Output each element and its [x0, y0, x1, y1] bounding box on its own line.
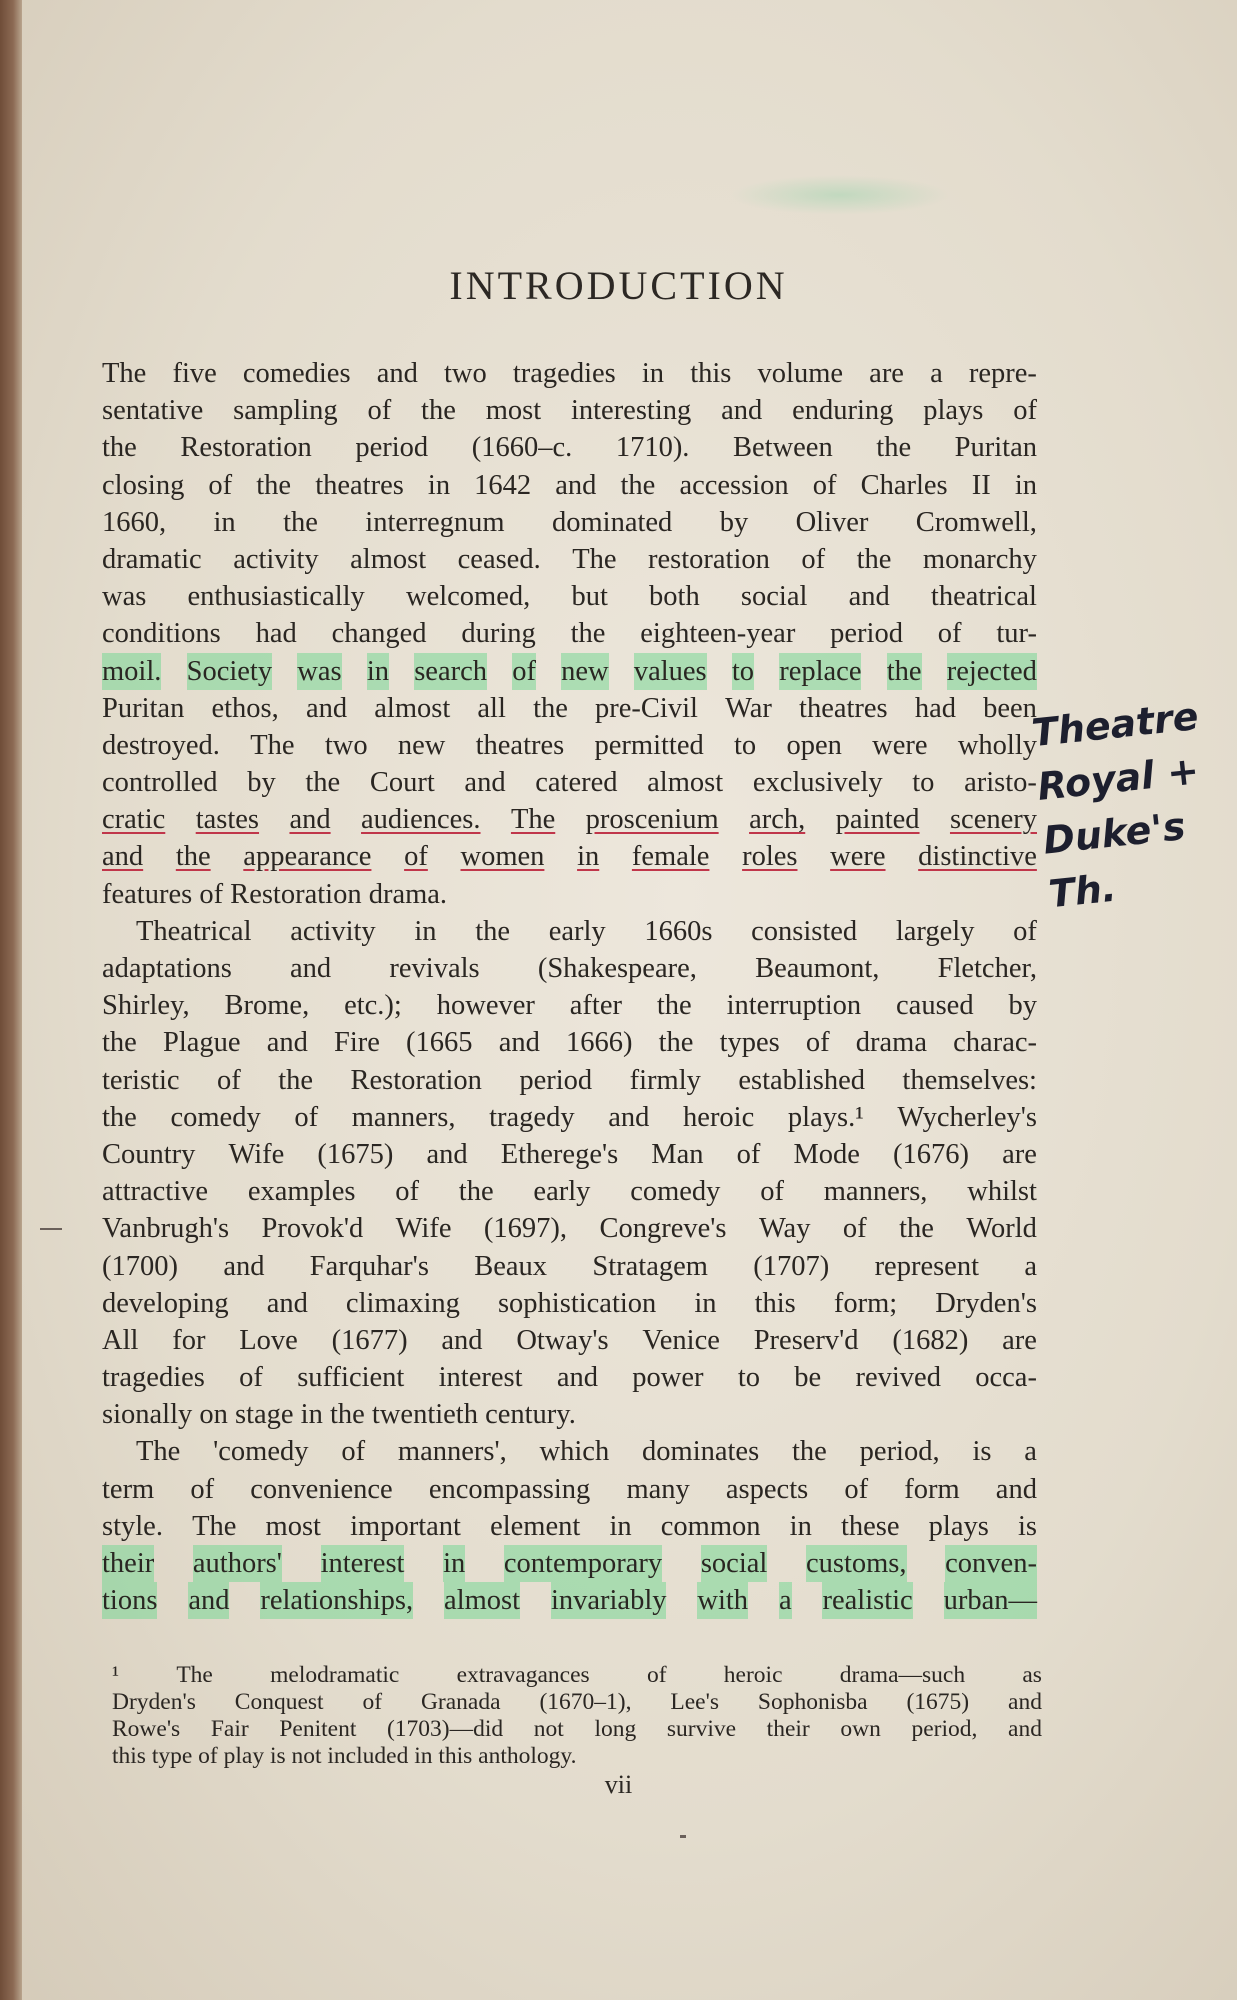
text-line: sionally on stage in the twentieth century. — [102, 1399, 576, 1431]
page-number: vii — [604, 1770, 633, 1799]
text-line: the Plague and Fire (1665 and 1666) the types of drama charac- — [102, 1027, 1037, 1059]
text-line: developing and climaxing sophistication in this form; Dryden's — [102, 1287, 1037, 1319]
text-line: conditions had changed during the eighteen-year period of tur- — [102, 618, 1037, 650]
text-line: controlled by the Court and catered almost exclusively to aristo- — [102, 767, 1037, 799]
text-line: (1700) and Farquhar's Beaux Stratagem (1707) represent a — [102, 1250, 1037, 1282]
footnote-line: ¹ The melodramatic extravagances of heroic drama—such as — [112, 1662, 1042, 1688]
footnote-line: Dryden's Conquest of Granada (1670–1), Lee's Sophonisba (1675) and — [112, 1689, 1042, 1715]
text-line: Shirley, Brome, etc.); however after the interruption caused by — [102, 990, 1037, 1022]
text-line-underlined: cratic tastes and audiences. The proscenium arch, painted scenery — [102, 804, 1037, 836]
text-line-highlighted: their authors' interest in contemporary social customs, conven- — [102, 1545, 1037, 1582]
footnote — [112, 1662, 1042, 1770]
text-line: The five comedies and two tragedies in this volume are a repre- — [102, 358, 1037, 389]
text-line: destroyed. The two new theatres permitted to open were wholly — [102, 729, 1037, 761]
highlighter-smudge — [730, 175, 950, 215]
text-line: sentative sampling of the most interesting and enduring plays of — [102, 395, 1037, 427]
text-line-highlighted: tions and relationships, almost invariably with a realistic urban— — [102, 1582, 1037, 1619]
text-line-underlined: and the appearance of women in female roles were distinctive — [102, 841, 1037, 873]
text-line: the comedy of manners, tragedy and heroic plays.¹ Wycherley's — [102, 1101, 1037, 1133]
handwritten-margin-note: Theatre Royal + Duke's Th. — [1029, 694, 1202, 917]
text-line: the Restoration period (1660–c. 1710). Between the Puritan — [102, 432, 1037, 464]
text-line: Country Wife (1675) and Etherege's Man of Mode (1676) are — [102, 1138, 1037, 1170]
footnote-line: this type of play is not included in this anthology. — [112, 1743, 577, 1769]
text-line: The 'comedy of manners', which dominates the period, is a — [136, 1436, 1037, 1468]
body-text — [102, 355, 1037, 1619]
text-line: term of convenience encompassing many aspects of form and — [102, 1473, 1037, 1505]
page-title: INTRODUCTION — [449, 263, 788, 308]
text-line: was enthusiastically welcomed, but both social and theatrical — [102, 581, 1037, 613]
paper-speck — [680, 1835, 686, 1838]
text-line: dramatic activity almost ceased. The restoration of the monarchy — [102, 543, 1037, 575]
text-line: All for Love (1677) and Otway's Venice Preserv'd (1682) are — [102, 1324, 1037, 1356]
text-line: tragedies of sufficient interest and power to be revived occa- — [102, 1362, 1037, 1394]
text-line: adaptations and revivals (Shakespeare, Beaumont, Fletcher, — [102, 953, 1037, 984]
text-line: closing of the theatres in 1642 and the accession of Charles II in — [102, 469, 1037, 501]
footnote-line: Rowe's Fair Penitent (1703)—did not long survive their own period, and — [112, 1716, 1042, 1742]
text-line: Theatrical activity in the early 1660s consisted largely of — [136, 915, 1037, 947]
text-line: Vanbrugh's Provok'd Wife (1697), Congreve's Way of the World — [102, 1213, 1037, 1245]
text-line: Puritan ethos, and almost all the pre-Civil War theatres had been — [102, 692, 1037, 724]
text-line: features of Restoration drama. — [102, 878, 448, 910]
text-line: teristic of the Restoration period firmly established themselves: — [102, 1064, 1037, 1096]
text-line: style. The most important element in common in these plays is — [102, 1510, 1037, 1542]
text-line-highlighted: moil. Society was in search of new values to replace the rejected — [102, 653, 1037, 690]
margin-pencil-mark — [40, 1228, 62, 1230]
text-line: attractive examples of the early comedy of manners, whilst — [102, 1176, 1037, 1208]
text-line: 1660, in the interregnum dominated by Oliver Cromwell, — [102, 506, 1037, 538]
